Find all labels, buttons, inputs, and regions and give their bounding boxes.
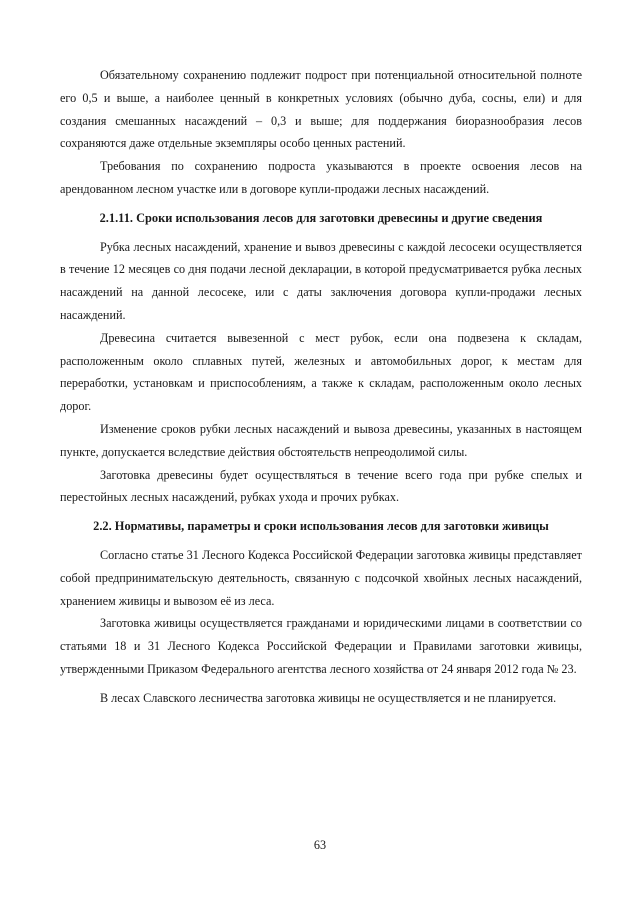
paragraph: Заготовка живицы осуществляется гражданами и юридическими лицами в соответствии со статьями 18 и 31 Лесного Кодекса Российской Федерации и Правилами заготовки живицы, утвержденными Приказом Федерального агентства лесного хозяйства от 24 января 2012 года № 23. <box>60 616 582 676</box>
paragraph: Обязательному сохранению подлежит подрост при потенциальной относительной полноте его 0,5 и выше, а наиболее ценный в конкретных условиях (обычно дуба, сосны, ели) и для создания смешанных насаждений – 0,3 и выше; для поддержания биоразнообразия лесов сохраняются даже отдельные экземпляры особо ценных растений. <box>60 68 582 151</box>
paragraph: Изменение сроков рубки лесных насаждений и вывоза древесины, указанных в настоящем пункте, допускается вследствие действия обстоятельств непреодолимой силы. <box>60 421 582 459</box>
paragraph: В лесах Славского лесничества заготовка живицы не осуществляется и не планируется. <box>100 690 557 705</box>
paragraph: Требования по сохранению подроста указываются в проекте освоения лесов на арендованном лесном участке или в договоре купли-продажи лесных насаждений. <box>60 159 582 196</box>
paragraph: Рубка лесных насаждений, хранение и вывоз древесины с каждой лесосеки осуществляется в течение 12 месяцев со дня подачи лесной декларации, в которой предусматривается рубка лесных насаждений на данной лесосеке, или с даты заключения договора купли-продажи лесных насаждений. <box>60 239 582 322</box>
paragraph: Заготовка древесины будет осуществляться в течение всего года при рубке спелых и перестойных лесных насаждений, рубках ухода и прочих рубках. <box>60 467 582 505</box>
section-heading: 2.1.11. Сроки использования лесов для заготовки древесины и другие сведения <box>99 210 543 225</box>
paragraph: Древесина считается вывезенной с мест рубок, если она подвезена к складам, расположенным около сплавных путей, железных и автомобильных дорог, к местам для переработки, установкам и приспособлениям, а также к складам, расположенным около лесных дорог. <box>60 330 582 414</box>
paragraph: Согласно статье 31 Лесного Кодекса Российской Федерации заготовка живицы представляет собой предпринимательскую деятельность, связанную с подсочкой хвойных лесных насаждений, хранением живицы и вывозом её из леса. <box>60 547 582 608</box>
page-number: 63 <box>313 838 327 852</box>
section-heading: 2.2. Нормативы, параметры и сроки использования лесов для заготовки живицы <box>93 519 549 534</box>
